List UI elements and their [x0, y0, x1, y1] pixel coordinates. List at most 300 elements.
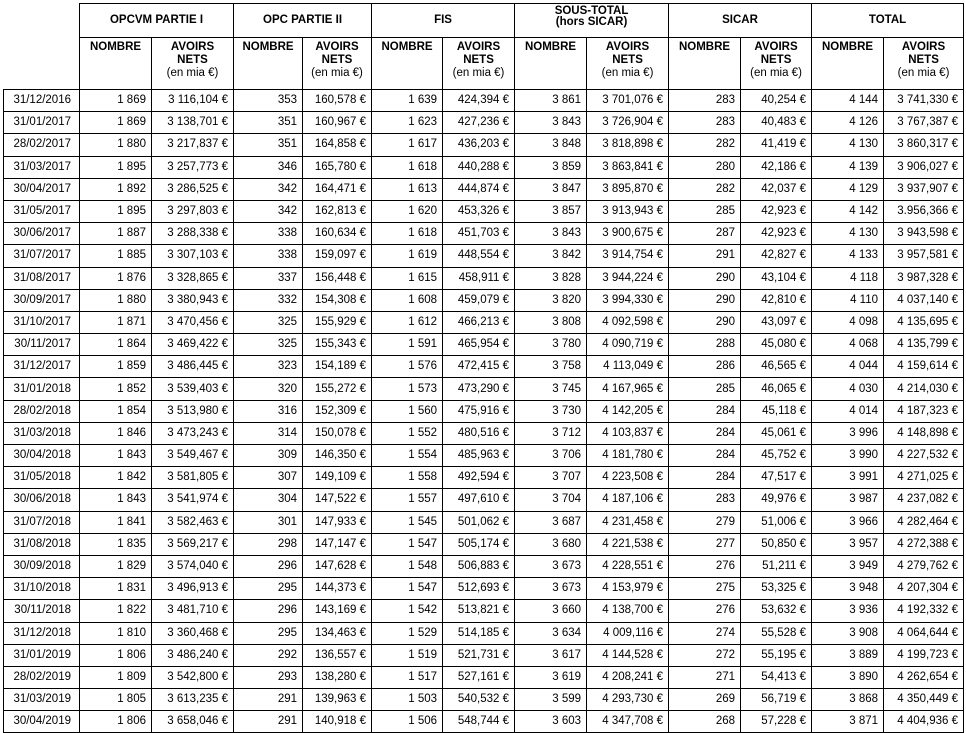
- count-cell-opcvm: 1 843: [80, 445, 152, 467]
- table-row: [4, 356, 964, 378]
- count-cell-opc: 295: [234, 578, 303, 600]
- count-cell-fis: 1 620: [372, 200, 443, 222]
- count-cell-subtotal: 3 808: [515, 311, 587, 333]
- count-cell-sicar: 282: [669, 134, 741, 156]
- count-cell-fis: 1 547: [372, 578, 443, 600]
- assets-cell-opc: 150,078 €: [303, 422, 372, 444]
- col-header-line: (en mia €): [750, 67, 802, 79]
- assets-cell-total: 4 037,140 €: [884, 289, 964, 311]
- assets-cell-fis: 548,744 €: [443, 711, 515, 733]
- count-cell-sicar: 286: [669, 356, 741, 378]
- assets-cell-opc: 138,280 €: [303, 666, 372, 688]
- count-cell-opc: 295: [234, 622, 303, 644]
- count-cell-opcvm: 1 852: [80, 378, 152, 400]
- assets-cell-total: 3 741,330 €: [884, 90, 964, 112]
- assets-cell-total: 4 187,323 €: [884, 400, 964, 422]
- assets-cell-fis: 497,610 €: [443, 489, 515, 511]
- count-cell-sicar: 276: [669, 600, 741, 622]
- count-cell-total: 3 949: [812, 555, 884, 577]
- group-header-row: [4, 4, 964, 38]
- count-cell-total: 3 908: [812, 622, 884, 644]
- date-cell: 30/11/2018: [4, 600, 80, 622]
- count-cell-total: 3 948: [812, 578, 884, 600]
- count-cell-subtotal: 3 673: [515, 578, 587, 600]
- assets-cell-sicar: 53,325 €: [741, 578, 812, 600]
- group-label: SICAR: [722, 14, 758, 26]
- table-body: [4, 90, 964, 733]
- assets-cell-total: 3 987,328 €: [884, 267, 964, 289]
- count-cell-subtotal: 3 861: [515, 90, 587, 112]
- count-cell-subtotal: 3 680: [515, 533, 587, 555]
- table-row: [4, 445, 964, 467]
- assets-cell-fis: 459,079 €: [443, 289, 515, 311]
- assets-cell-sicar: 51,211 €: [741, 555, 812, 577]
- count-cell-opc: 316: [234, 400, 303, 422]
- assets-cell-fis: 514,185 €: [443, 622, 515, 644]
- count-cell-fis: 1 617: [372, 134, 443, 156]
- assets-cell-sicar: 51,006 €: [741, 511, 812, 533]
- assets-cell-sicar: 45,080 €: [741, 334, 812, 356]
- assets-cell-opc: 164,471 €: [303, 178, 372, 200]
- count-cell-opcvm: 1 864: [80, 334, 152, 356]
- table-row: [4, 711, 964, 733]
- count-cell-opc: 296: [234, 600, 303, 622]
- assets-cell-total: 3 957,581 €: [884, 245, 964, 267]
- count-cell-opc: 353: [234, 90, 303, 112]
- assets-cell-subtotal: 4 181,780 €: [587, 445, 669, 467]
- count-cell-total: 3 987: [812, 489, 884, 511]
- assets-cell-total: 4 350,449 €: [884, 689, 964, 711]
- assets-cell-opcvm: 3 613,235 €: [152, 689, 234, 711]
- assets-cell-subtotal: 4 228,551 €: [587, 555, 669, 577]
- assets-cell-sicar: 53,632 €: [741, 600, 812, 622]
- group-header-sicar: [669, 4, 812, 38]
- col-header-count-subtotal: NOMBRE: [515, 38, 587, 90]
- count-cell-opc: 314: [234, 422, 303, 444]
- assets-cell-opc: 143,169 €: [303, 600, 372, 622]
- count-cell-subtotal: 3 820: [515, 289, 587, 311]
- count-cell-sicar: 283: [669, 112, 741, 134]
- col-header-count-opc: NOMBRE: [234, 38, 303, 90]
- assets-cell-subtotal: 3 726,904 €: [587, 112, 669, 134]
- assets-cell-fis: 480,516 €: [443, 422, 515, 444]
- count-cell-opcvm: 1 843: [80, 489, 152, 511]
- count-cell-sicar: 284: [669, 400, 741, 422]
- count-cell-total: 4 129: [812, 178, 884, 200]
- assets-cell-sicar: 42,810 €: [741, 289, 812, 311]
- assets-cell-total: 4 282,464 €: [884, 511, 964, 533]
- count-cell-opc: 309: [234, 445, 303, 467]
- assets-cell-opcvm: 3 569,217 €: [152, 533, 234, 555]
- assets-cell-sicar: 42,923 €: [741, 223, 812, 245]
- count-cell-fis: 1 639: [372, 90, 443, 112]
- count-cell-fis: 1 558: [372, 467, 443, 489]
- count-cell-opcvm: 1 822: [80, 600, 152, 622]
- date-cell: 31/08/2017: [4, 267, 80, 289]
- count-cell-fis: 1 612: [372, 311, 443, 333]
- date-cell: 30/06/2018: [4, 489, 80, 511]
- count-cell-sicar: 290: [669, 289, 741, 311]
- assets-cell-fis: 448,554 €: [443, 245, 515, 267]
- assets-cell-sicar: 42,827 €: [741, 245, 812, 267]
- assets-cell-opc: 140,918 €: [303, 711, 372, 733]
- table-row: [4, 112, 964, 134]
- assets-cell-total: 4 262,654 €: [884, 666, 964, 688]
- table-row: [4, 378, 964, 400]
- group-label: TOTAL: [868, 14, 907, 26]
- count-cell-sicar: 276: [669, 555, 741, 577]
- assets-cell-opc: 165,780 €: [303, 156, 372, 178]
- col-header-assets-opcvm: [152, 38, 234, 90]
- count-cell-fis: 1 542: [372, 600, 443, 622]
- count-cell-opcvm: 1 869: [80, 112, 152, 134]
- count-cell-total: 4 118: [812, 267, 884, 289]
- count-cell-opcvm: 1 806: [80, 711, 152, 733]
- assets-cell-subtotal: 4 208,241 €: [587, 666, 669, 688]
- count-cell-sicar: 291: [669, 245, 741, 267]
- count-cell-fis: 1 554: [372, 445, 443, 467]
- count-cell-opc: 320: [234, 378, 303, 400]
- assets-cell-subtotal: 3 994,330 €: [587, 289, 669, 311]
- column-header-row: [4, 38, 964, 90]
- assets-cell-opc: 136,557 €: [303, 644, 372, 666]
- assets-cell-opcvm: 3 286,525 €: [152, 178, 234, 200]
- assets-cell-opc: 155,343 €: [303, 334, 372, 356]
- count-cell-total: 4 098: [812, 311, 884, 333]
- count-cell-opcvm: 1 885: [80, 245, 152, 267]
- assets-cell-sicar: 55,195 €: [741, 644, 812, 666]
- assets-cell-opc: 134,463 €: [303, 622, 372, 644]
- count-cell-subtotal: 3 847: [515, 178, 587, 200]
- assets-cell-opc: 154,308 €: [303, 289, 372, 311]
- assets-cell-opcvm: 3 380,943 €: [152, 289, 234, 311]
- assets-cell-total: 4 199,723 €: [884, 644, 964, 666]
- count-cell-sicar: 268: [669, 711, 741, 733]
- count-cell-total: 4 044: [812, 356, 884, 378]
- assets-cell-sicar: 46,565 €: [741, 356, 812, 378]
- col-header-assets-total: [884, 38, 964, 90]
- col-header-assets-opc: [303, 38, 372, 90]
- count-cell-opcvm: 1 806: [80, 644, 152, 666]
- table-row: [4, 400, 964, 422]
- count-cell-opcvm: 1 835: [80, 533, 152, 555]
- date-cell: 31/05/2018: [4, 467, 80, 489]
- table-row: [4, 267, 964, 289]
- assets-cell-sicar: 41,419 €: [741, 134, 812, 156]
- count-cell-opc: 304: [234, 489, 303, 511]
- assets-cell-fis: 513,821 €: [443, 600, 515, 622]
- count-cell-fis: 1 560: [372, 400, 443, 422]
- count-cell-opc: 351: [234, 112, 303, 134]
- assets-cell-total: 3 767,387 €: [884, 112, 964, 134]
- assets-cell-opcvm: 3 481,710 €: [152, 600, 234, 622]
- assets-cell-sicar: 45,752 €: [741, 445, 812, 467]
- count-cell-opc: 291: [234, 711, 303, 733]
- assets-cell-subtotal: 3 914,754 €: [587, 245, 669, 267]
- assets-cell-total: 4 159,614 €: [884, 356, 964, 378]
- assets-cell-opc: 162,813 €: [303, 200, 372, 222]
- assets-cell-opc: 154,189 €: [303, 356, 372, 378]
- assets-cell-opc: 164,858 €: [303, 134, 372, 156]
- count-cell-sicar: 274: [669, 622, 741, 644]
- assets-cell-fis: 424,394 €: [443, 90, 515, 112]
- count-cell-sicar: 283: [669, 489, 741, 511]
- assets-cell-fis: 512,693 €: [443, 578, 515, 600]
- count-cell-fis: 1 557: [372, 489, 443, 511]
- count-cell-fis: 1 613: [372, 178, 443, 200]
- table-row: [4, 334, 964, 356]
- assets-cell-total: 3 860,317 €: [884, 134, 964, 156]
- assets-cell-total: 4 272,388 €: [884, 533, 964, 555]
- count-cell-sicar: 284: [669, 445, 741, 467]
- assets-cell-opc: 147,522 €: [303, 489, 372, 511]
- assets-cell-subtotal: 4 092,598 €: [587, 311, 669, 333]
- assets-cell-total: 4 279,762 €: [884, 555, 964, 577]
- count-cell-opcvm: 1 895: [80, 156, 152, 178]
- assets-cell-total: 4 227,532 €: [884, 445, 964, 467]
- assets-cell-total: 4 214,030 €: [884, 378, 964, 400]
- date-cell: 31/08/2018: [4, 533, 80, 555]
- count-cell-opcvm: 1 846: [80, 422, 152, 444]
- count-cell-fis: 1 618: [372, 223, 443, 245]
- count-cell-opcvm: 1 809: [80, 666, 152, 688]
- count-cell-total: 3 889: [812, 644, 884, 666]
- date-cell: 31/12/2017: [4, 356, 80, 378]
- date-cell: 30/09/2017: [4, 289, 80, 311]
- assets-cell-fis: 436,203 €: [443, 134, 515, 156]
- assets-cell-subtotal: 3 818,898 €: [587, 134, 669, 156]
- assets-cell-fis: 492,594 €: [443, 467, 515, 489]
- date-cell: 31/03/2019: [4, 689, 80, 711]
- assets-cell-subtotal: 4 347,708 €: [587, 711, 669, 733]
- table-row: [4, 666, 964, 688]
- table-row: [4, 178, 964, 200]
- table-row: [4, 200, 964, 222]
- col-header-line: NETS: [463, 54, 494, 66]
- group-header-opcvm: [80, 4, 234, 38]
- count-cell-subtotal: 3 619: [515, 666, 587, 688]
- col-header-line: NETS: [760, 54, 792, 66]
- assets-cell-fis: 506,883 €: [443, 555, 515, 577]
- assets-cell-opcvm: 3 539,403 €: [152, 378, 234, 400]
- table-row: [4, 689, 964, 711]
- date-cell: 30/11/2017: [4, 334, 80, 356]
- count-cell-subtotal: 3 712: [515, 422, 587, 444]
- count-cell-fis: 1 548: [372, 555, 443, 577]
- group-sublabel: (hors SICAR): [555, 16, 628, 28]
- date-cell: 31/12/2018: [4, 622, 80, 644]
- assets-cell-opc: 160,634 €: [303, 223, 372, 245]
- count-cell-sicar: 280: [669, 156, 741, 178]
- count-cell-opc: 298: [234, 533, 303, 555]
- count-cell-sicar: 290: [669, 311, 741, 333]
- count-cell-sicar: 290: [669, 267, 741, 289]
- count-cell-opc: 332: [234, 289, 303, 311]
- count-cell-sicar: 272: [669, 644, 741, 666]
- date-cell: 31/03/2018: [4, 422, 80, 444]
- assets-cell-opc: 139,963 €: [303, 689, 372, 711]
- table-row: [4, 533, 964, 555]
- assets-cell-sicar: 43,104 €: [741, 267, 812, 289]
- count-cell-fis: 1 623: [372, 112, 443, 134]
- col-header-line: NETS: [908, 54, 939, 66]
- assets-cell-opcvm: 3 297,803 €: [152, 200, 234, 222]
- col-header-assets-subtotal: [587, 38, 669, 90]
- count-cell-opc: 325: [234, 334, 303, 356]
- count-cell-subtotal: 3 842: [515, 245, 587, 267]
- assets-cell-opcvm: 3 542,800 €: [152, 666, 234, 688]
- assets-cell-opcvm: 3 473,243 €: [152, 422, 234, 444]
- date-cell: 31/01/2019: [4, 644, 80, 666]
- count-cell-fis: 1 576: [372, 356, 443, 378]
- count-cell-opc: 338: [234, 223, 303, 245]
- table-row: [4, 555, 964, 577]
- count-cell-subtotal: 3 706: [515, 445, 587, 467]
- assets-cell-opc: 160,967 €: [303, 112, 372, 134]
- table-row: [4, 511, 964, 533]
- count-cell-opcvm: 1 869: [80, 90, 152, 112]
- count-cell-subtotal: 3 707: [515, 467, 587, 489]
- count-cell-total: 3 966: [812, 511, 884, 533]
- count-cell-subtotal: 3 599: [515, 689, 587, 711]
- group-header-opc: [234, 4, 372, 38]
- assets-cell-opcvm: 3 116,104 €: [152, 90, 234, 112]
- assets-cell-sicar: 42,037 €: [741, 178, 812, 200]
- assets-cell-fis: 505,174 €: [443, 533, 515, 555]
- assets-cell-subtotal: 3 701,076 €: [587, 90, 669, 112]
- assets-cell-fis: 465,954 €: [443, 334, 515, 356]
- count-cell-subtotal: 3 859: [515, 156, 587, 178]
- assets-cell-fis: 472,415 €: [443, 356, 515, 378]
- group-header-fis: [372, 4, 515, 38]
- corner-cell: [4, 4, 80, 90]
- assets-cell-opcvm: 3 486,240 €: [152, 644, 234, 666]
- table-row: [4, 134, 964, 156]
- count-cell-total: 4 068: [812, 334, 884, 356]
- assets-cell-total: 3 943,598 €: [884, 223, 964, 245]
- date-cell: 31/01/2017: [4, 112, 80, 134]
- assets-cell-opcvm: 3 574,040 €: [152, 555, 234, 577]
- assets-cell-opc: 147,933 €: [303, 511, 372, 533]
- count-cell-opc: 323: [234, 356, 303, 378]
- table-row: [4, 422, 964, 444]
- assets-cell-opcvm: 3 496,913 €: [152, 578, 234, 600]
- assets-cell-opcvm: 3 581,805 €: [152, 467, 234, 489]
- assets-cell-subtotal: 4 153,979 €: [587, 578, 669, 600]
- assets-cell-total: 4 148,898 €: [884, 422, 964, 444]
- assets-cell-subtotal: 4 293,730 €: [587, 689, 669, 711]
- count-cell-subtotal: 3 617: [515, 644, 587, 666]
- assets-cell-sicar: 56,719 €: [741, 689, 812, 711]
- assets-cell-opcvm: 3 541,974 €: [152, 489, 234, 511]
- group-label: SOUS-TOTAL: [554, 5, 629, 17]
- count-cell-subtotal: 3 704: [515, 489, 587, 511]
- date-cell: 28/02/2019: [4, 666, 80, 688]
- assets-cell-total: 4 207,304 €: [884, 578, 964, 600]
- col-header-line: (en mia €): [166, 67, 219, 79]
- table-row: [4, 644, 964, 666]
- count-cell-fis: 1 552: [372, 422, 443, 444]
- count-cell-total: 3 957: [812, 533, 884, 555]
- count-cell-opcvm: 1 892: [80, 178, 152, 200]
- assets-cell-opcvm: 3 513,980 €: [152, 400, 234, 422]
- count-cell-total: 4 130: [812, 223, 884, 245]
- table-row: [4, 578, 964, 600]
- count-cell-opc: 338: [234, 245, 303, 267]
- col-header-line: (en mia €): [452, 67, 505, 79]
- assets-cell-fis: 453,326 €: [443, 200, 515, 222]
- date-cell: 30/04/2017: [4, 178, 80, 200]
- assets-cell-opc: 155,272 €: [303, 378, 372, 400]
- count-cell-subtotal: 3 634: [515, 622, 587, 644]
- table-row: [4, 622, 964, 644]
- assets-cell-opc: 160,578 €: [303, 90, 372, 112]
- assets-cell-total: 4 135,695 €: [884, 311, 964, 333]
- assets-cell-sicar: 47,517 €: [741, 467, 812, 489]
- count-cell-subtotal: 3 660: [515, 600, 587, 622]
- assets-cell-opc: 149,109 €: [303, 467, 372, 489]
- count-cell-sicar: 275: [669, 578, 741, 600]
- col-header-count-opcvm: NOMBRE: [80, 38, 152, 90]
- count-cell-subtotal: 3 745: [515, 378, 587, 400]
- fund-statistics-table: [3, 3, 964, 733]
- assets-cell-fis: 485,963 €: [443, 445, 515, 467]
- group-label: OPC PARTIE II: [263, 14, 343, 26]
- count-cell-sicar: 287: [669, 223, 741, 245]
- col-header-line: AVOIRS: [456, 41, 501, 53]
- table-row: [4, 489, 964, 511]
- assets-cell-subtotal: 4 113,049 €: [587, 356, 669, 378]
- date-cell: 30/04/2019: [4, 711, 80, 733]
- assets-cell-fis: 444,874 €: [443, 178, 515, 200]
- assets-cell-subtotal: 4 142,205 €: [587, 400, 669, 422]
- count-cell-opc: 301: [234, 511, 303, 533]
- count-cell-total: 3 890: [812, 666, 884, 688]
- assets-cell-sicar: 40,254 €: [741, 90, 812, 112]
- count-cell-sicar: 285: [669, 200, 741, 222]
- assets-cell-fis: 540,532 €: [443, 689, 515, 711]
- count-cell-total: 4 142: [812, 200, 884, 222]
- date-cell: 30/06/2017: [4, 223, 80, 245]
- count-cell-subtotal: 3 687: [515, 511, 587, 533]
- assets-cell-sicar: 42,186 €: [741, 156, 812, 178]
- date-cell: 31/05/2017: [4, 200, 80, 222]
- table-row: [4, 289, 964, 311]
- col-header-line: NETS: [177, 54, 208, 66]
- assets-cell-subtotal: 4 187,106 €: [587, 489, 669, 511]
- assets-cell-subtotal: 4 144,528 €: [587, 644, 669, 666]
- count-cell-opcvm: 1 871: [80, 311, 152, 333]
- table-row: [4, 467, 964, 489]
- assets-cell-sicar: 54,413 €: [741, 666, 812, 688]
- count-cell-opc: 291: [234, 689, 303, 711]
- assets-cell-fis: 466,213 €: [443, 311, 515, 333]
- assets-cell-sicar: 50,850 €: [741, 533, 812, 555]
- count-cell-opcvm: 1 810: [80, 622, 152, 644]
- count-cell-sicar: 284: [669, 467, 741, 489]
- count-cell-sicar: 288: [669, 334, 741, 356]
- count-cell-opcvm: 1 859: [80, 356, 152, 378]
- count-cell-opcvm: 1 880: [80, 134, 152, 156]
- table-row: [4, 600, 964, 622]
- count-cell-fis: 1 618: [372, 156, 443, 178]
- assets-cell-subtotal: 4 138,700 €: [587, 600, 669, 622]
- count-cell-opc: 325: [234, 311, 303, 333]
- assets-cell-fis: 521,731 €: [443, 644, 515, 666]
- assets-cell-opcvm: 3 549,467 €: [152, 445, 234, 467]
- count-cell-opc: 307: [234, 467, 303, 489]
- date-cell: 31/03/2017: [4, 156, 80, 178]
